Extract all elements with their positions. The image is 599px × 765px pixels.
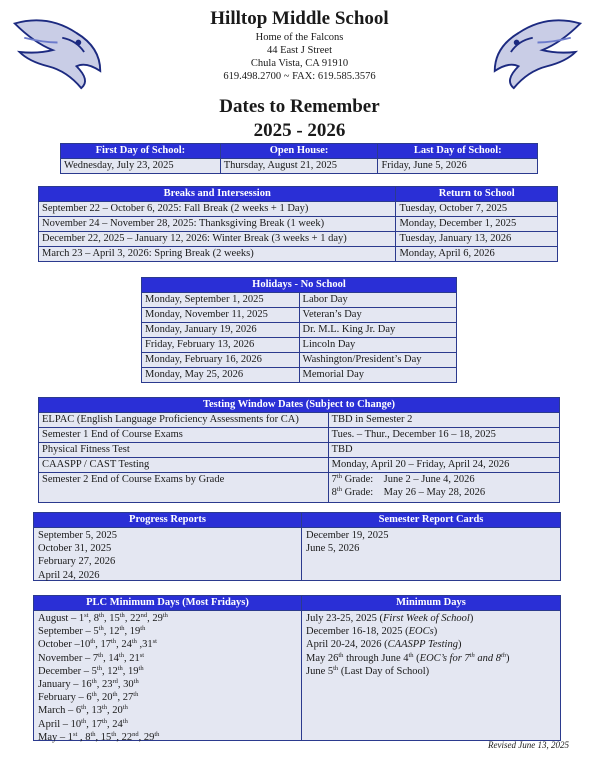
breaks-table [38,186,558,262]
test-window: TBD in Semester 2 [328,413,559,428]
table-row [39,443,560,458]
last-day-value: Friday, June 5, 2026 [378,159,538,174]
test-name: Semester 2 End of Course Exams by Grade [39,473,329,503]
return-header: Return to School [396,187,558,202]
list-item: February – 6th, 20th, 27th [38,691,139,704]
revised-date: Revised June 13, 2025 [488,740,569,750]
table-row [142,368,457,383]
list-item: October –10th, 17th, 24th ,31st [38,638,157,651]
school-name: Hilltop Middle School [210,8,389,29]
table-row [142,338,457,353]
table-row [39,232,558,247]
break-period: March 23 – April 3, 2026: Spring Break (2 weeks) [39,247,396,262]
minimum-days-header: Minimum Days [301,595,561,611]
table-row [39,473,560,503]
list-item: December 19, 2025 [306,530,389,541]
table-row [39,247,558,262]
contact-info: 619.498.2700 ~ FAX: 619.585.3576 [223,71,376,82]
holiday-date: Monday, February 16, 2026 [142,353,300,368]
table-row [142,308,457,323]
key-dates-table [60,143,538,174]
return-date: Tuesday, January 13, 2026 [396,232,558,247]
breaks-header: Breaks and Intersession [39,187,396,202]
last-day-header: Last Day of School: [378,144,538,159]
list-item: January – 16th, 23rd, 30th [38,677,139,690]
open-house-value: Thursday, August 21, 2025 [220,159,378,174]
open-house-header: Open House: [220,144,378,159]
minimum-days-list [306,612,510,678]
holiday-name: Veteran’s Day [299,308,456,323]
first-day-value: Wednesday, July 23, 2025 [61,159,221,174]
test-window: Monday, April 20 – Friday, April 24, 2026 [328,458,559,473]
list-item: August – 1st, 8th, 15th, 22nd, 29th [38,612,168,624]
break-period: December 22, 2025 – January 12, 2026: Winter Break (3 weeks + 1 day) [39,232,396,247]
return-date: Monday, April 6, 2026 [396,247,558,262]
city-address: Chula Vista, CA 91910 [250,58,349,69]
holiday-name: Dr. M.L. King Jr. Day [299,323,456,338]
test-name: ELPAC (English Language Proficiency Assessments for CA) [39,413,329,428]
holidays-table [141,277,457,383]
test-window: 7th Grade: June 2 – June 4, 2026 8th Grade: May 26 – May 28, 2026 [328,473,559,503]
test-window: Tues. – Thur., December 16 – 18, 2025 [328,428,559,443]
test-name: Semester 1 End of Course Exams [39,428,329,443]
table-row [39,217,558,232]
first-day-header: First Day of School: [61,144,221,159]
report-card-list [306,529,389,555]
list-item: December – 5th, 12th, 19th [38,664,144,677]
holiday-name: Lincoln Day [299,338,456,353]
holiday-name: Labor Day [299,293,456,308]
list-item: July 23-25, 2025 (First Week of School) [306,613,474,624]
testing-header: Testing Window Dates (Subject to Change) [39,398,560,413]
list-item: February 27, 2026 [38,556,116,568]
list-item: November – 7th, 14th, 21st [38,651,145,664]
holiday-date: Monday, November 11, 2025 [142,308,300,323]
holiday-date: Monday, January 19, 2026 [142,323,300,338]
tagline: Home of the Falcons [255,32,344,43]
list-item: June 5th (Last Day of School) [306,664,430,677]
test-name: Physical Fitness Test [39,443,329,458]
list-item: December 16-18, 2025 (EOCs) [306,626,438,638]
test-window: TBD [328,443,559,458]
return-date: Monday, December 1, 2025 [396,217,558,232]
progress-report-list [38,529,117,582]
holiday-name: Memorial Day [299,368,456,383]
page-title: Dates to Remember [219,96,380,117]
plc-header: PLC Minimum Days (Most Fridays) [33,595,302,611]
school-year: 2025 - 2026 [253,120,346,141]
return-date: Tuesday, October 7, 2025 [396,202,558,217]
holiday-date: Monday, May 25, 2026 [142,368,300,383]
street-address: 44 East J Street [266,45,333,56]
table-row [142,293,457,308]
break-period: November 24 – November 28, 2025: Thanksgiving Break (1 week) [39,217,396,232]
table-row [39,458,560,473]
list-item: September – 5th, 12th, 19th [38,625,146,638]
list-item: April – 10th, 17th, 24th [38,717,128,730]
progress-reports-header: Progress Reports [33,512,302,528]
table-row [39,202,558,217]
table-row [39,428,560,443]
holiday-date: Monday, September 1, 2025 [142,293,300,308]
list-item: June 5, 2026 [306,543,360,555]
list-item: April 24, 2026 [38,569,100,581]
report-cards-header: Semester Report Cards [301,512,561,528]
list-item: October 31, 2025 [38,543,112,555]
list-item: May 26th through June 4th (EOC’s for 7th and 8th) [306,651,510,664]
table-row [142,323,457,338]
table-row [39,413,560,428]
holiday-date: Friday, February 13, 2026 [142,338,300,353]
list-item: September 5, 2025 [38,530,118,541]
list-item: May – 1st , 8th, 15th, 22nd, 29th [38,730,160,743]
testing-table [38,397,560,503]
holidays-header: Holidays - No School [142,278,457,293]
plc-list [38,612,168,744]
test-name: CAASPP / CAST Testing [39,458,329,473]
list-item: March – 6th, 13th, 20th [38,704,128,717]
holiday-name: Washington/President’s Day [299,353,456,368]
list-item: April 20-24, 2026 (CAASPP Testing) [306,639,462,651]
table-row [142,353,457,368]
break-period: September 22 – October 6, 2025: Fall Break (2 weeks + 1 Day) [39,202,396,217]
